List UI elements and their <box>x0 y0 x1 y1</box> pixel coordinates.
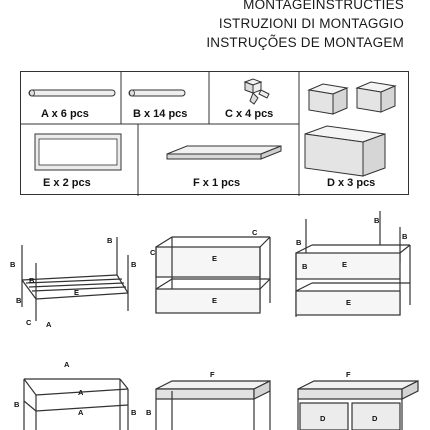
step6-label-d1: D <box>320 414 326 423</box>
step1-label-b5: B <box>16 296 22 305</box>
step1-label-c: C <box>26 318 32 327</box>
step1-label-b4: B <box>29 276 35 285</box>
step-1-diagram <box>0 225 150 335</box>
part-e-label: E x 2 pcs <box>43 177 91 189</box>
step1-label-a: A <box>46 320 52 329</box>
step4-label-b2: B <box>131 408 137 417</box>
part-e-panel-illustration <box>35 134 121 170</box>
step3-label-b4: B <box>302 262 308 271</box>
step-2-diagram <box>142 225 282 330</box>
step-3-diagram <box>282 205 422 325</box>
step1-label-e: E <box>74 288 80 297</box>
step4-label-a3: A <box>78 408 84 417</box>
step3-label-b2: B <box>374 216 380 225</box>
step1-label-b2: B <box>107 236 113 245</box>
step2-label-e2: E <box>212 296 218 305</box>
step-4-diagram <box>0 355 150 430</box>
step6-label-d2: D <box>372 414 378 423</box>
step1-label-b3: B <box>131 260 137 269</box>
parts-list <box>20 71 409 195</box>
part-a-rod-illustration <box>29 90 115 96</box>
step2-label-c1: C <box>150 248 156 257</box>
part-c-label: C x 4 pcs <box>225 108 274 120</box>
title-dutch: MONTAGEINSTRUCTIES <box>243 0 404 12</box>
step3-label-e1: E <box>342 260 348 269</box>
step3-label-b1: B <box>296 238 302 247</box>
step2-label-e1: E <box>212 254 218 263</box>
title-portuguese: INSTRUÇÕES DE MONTAGEM <box>206 35 404 50</box>
step2-label-c2: C <box>252 228 258 237</box>
step-6-diagram <box>290 355 430 430</box>
part-f-label: F x 1 pcs <box>193 177 241 189</box>
part-d-box-illustration <box>305 82 395 176</box>
part-b-rod-illustration <box>129 90 185 96</box>
step6-label-f: F <box>346 370 351 379</box>
title-italian: ISTRUZIONI DI MONTAGGIO <box>218 16 404 31</box>
part-a-label: A x 6 pcs <box>41 108 89 120</box>
step3-label-b3: B <box>402 232 408 241</box>
step4-label-a2: A <box>78 388 84 397</box>
step-5-diagram <box>142 355 282 430</box>
part-c-connector-illustration <box>245 79 269 104</box>
part-d-label: D x 3 pcs <box>327 177 376 189</box>
step5-label-f: F <box>210 370 215 379</box>
step4-label-a1: A <box>64 360 70 369</box>
part-b-label: B x 14 pcs <box>133 108 188 120</box>
part-f-shelf-illustration <box>167 146 281 159</box>
step5-label-b: B <box>146 408 152 417</box>
step4-label-b1: B <box>14 400 20 409</box>
step3-label-e2: E <box>346 298 352 307</box>
step1-label-b1: B <box>10 260 16 269</box>
